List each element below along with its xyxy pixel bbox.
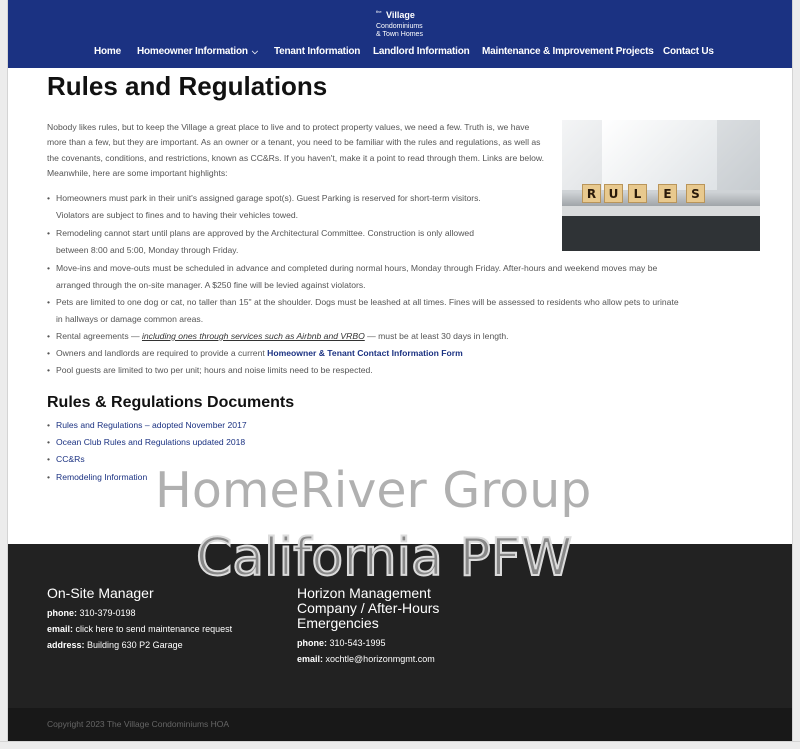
site-logo[interactable] — [376, 5, 446, 39]
logo-line-2: & Town Homes — [376, 31, 423, 38]
nav-tenant-information[interactable]: Tenant Information — [274, 46, 361, 57]
horizon-title-2: Company / After-Hours — [297, 600, 440, 616]
nav-home[interactable]: Home — [94, 46, 121, 57]
list-item: • Owners and landlords are required to provide a current Homeowner & Tenant Contact Information Form — [47, 348, 463, 358]
copyright-bar — [8, 708, 792, 741]
window-frame-right — [792, 0, 800, 749]
list-item: • Move-ins and move-outs must be scheduled in advance and completed during normal hours, Monday through Friday. After-hours and weekend moves may be — [47, 263, 658, 273]
site-header — [8, 0, 792, 68]
tile-letter: E — [658, 184, 677, 203]
onsite-phone: phone: 310-379-0198 — [47, 608, 136, 618]
list-item: • Pool guests are limited to two per unit; hours and noise limits need to be respected. — [47, 365, 373, 375]
nav-landlord-information[interactable]: Landlord Information — [373, 46, 470, 57]
onsite-email: email: click here to send maintenance request — [47, 624, 233, 634]
list-item-cont: in hallways or damage common areas. — [56, 314, 204, 324]
logo-line-1: Condominiums — [376, 23, 423, 30]
rules-photo — [562, 120, 760, 251]
watermark-line-1: HomeRiver Group — [155, 462, 592, 519]
list-item-cont: between 8:00 and 5:00, Monday through Friday. — [56, 245, 239, 255]
horizon-title-1: Horizon Management — [297, 585, 431, 601]
watermark-line-2: California PFW — [196, 528, 573, 588]
tile-letter: U — [604, 184, 623, 203]
copyright-text: Copyright 2023 The Village Condominiums HOA — [47, 719, 230, 729]
onsite-manager-title: On-Site Manager — [47, 585, 154, 601]
maintenance-request-link[interactable]: click here to send maintenance request — [75, 624, 233, 634]
photo-shadow — [562, 216, 760, 251]
window-frame-bottom — [0, 741, 800, 749]
tile-letter: L — [628, 184, 647, 203]
nav-homeowner-information[interactable] — [137, 46, 258, 57]
tile-letter: R — [582, 184, 601, 203]
contact-info-form-link[interactable]: Homeowner & Tenant Contact Information Form — [267, 348, 463, 358]
main-nav — [8, 46, 792, 60]
list-item: • Pets are limited to one dog or cat, no taller than 15" at the shoulder. Dogs must be leashed at all times. Fines will be assessed to residents who allow pets to urinate — [47, 297, 679, 307]
airbnb-vrbo-link[interactable]: including ones through services such as Airbnb and VRBO — [141, 331, 365, 341]
doc-link-remodeling[interactable]: • Remodeling Information — [47, 472, 148, 482]
onsite-address: address: Building 630 P2 Garage — [47, 640, 183, 650]
horizon-title-3: Emergencies — [297, 615, 379, 631]
documents-title: Rules & Regulations Documents — [47, 394, 295, 411]
list-item: • Rental agreements — including ones through services such as Airbnb and VRBO — must be at least 30 days in length. — [47, 331, 509, 341]
list-item-cont: arranged through the on-site manager. A $250 fine will be levied against violators. — [56, 280, 366, 290]
list-item: • Remodeling cannot start until plans are approved by the Architectural Committee. Construction is only allowed — [47, 228, 474, 238]
intro-paragraph: Nobody likes rules, but to keep the Village a great place to live and to protect property values, we need a few. Truth is, we have more than a few, but they are important. As an owner or a tenant, you need to be familiar with the rules and regulations, as well as the covenants, conditions, and restrictions, known as CC&Rs. If you haven't, make it a point to read through them. Links are below. Meanwhile, here are some important highlights: — [47, 122, 545, 179]
list-item: • Homeowners must park in their unit's assigned garage spot(s). Guest Parking is reserved for short-term visitors. — [47, 193, 481, 203]
doc-link-ccrs[interactable]: • CC&Rs — [47, 454, 85, 464]
window-frame-left — [0, 0, 8, 749]
page-title: Rules and Regulations — [47, 71, 328, 101]
horizon-email: email: xochtle@horizonmgmt.com — [297, 654, 435, 664]
photo-window-pane — [602, 120, 717, 190]
logo-the: the — [376, 9, 382, 14]
chevron-down-icon: ⌵ — [251, 47, 258, 56]
tile-letter: S — [686, 184, 705, 203]
nav-contact-us[interactable]: Contact Us — [663, 46, 714, 57]
doc-link-rules-2017[interactable]: • Rules and Regulations – adopted November 2017 — [47, 420, 247, 430]
horizon-email-link[interactable]: xochtle@horizonmgmt.com — [325, 654, 435, 664]
list-item-cont: Violators are subject to fines and to having their vehicles towed. — [56, 210, 299, 220]
nav-homeowner-label: Homeowner Information — [137, 46, 248, 57]
horizon-phone: phone: 310-543-1995 — [297, 638, 386, 648]
logo-name: Village — [386, 10, 415, 20]
photo-sill — [562, 206, 760, 216]
site-footer — [8, 544, 792, 708]
nav-maintenance-projects[interactable]: Maintenance & Improvement Projects — [482, 46, 654, 57]
doc-link-ocean-club[interactable]: • Ocean Club Rules and Regulations updated 2018 — [47, 437, 246, 447]
